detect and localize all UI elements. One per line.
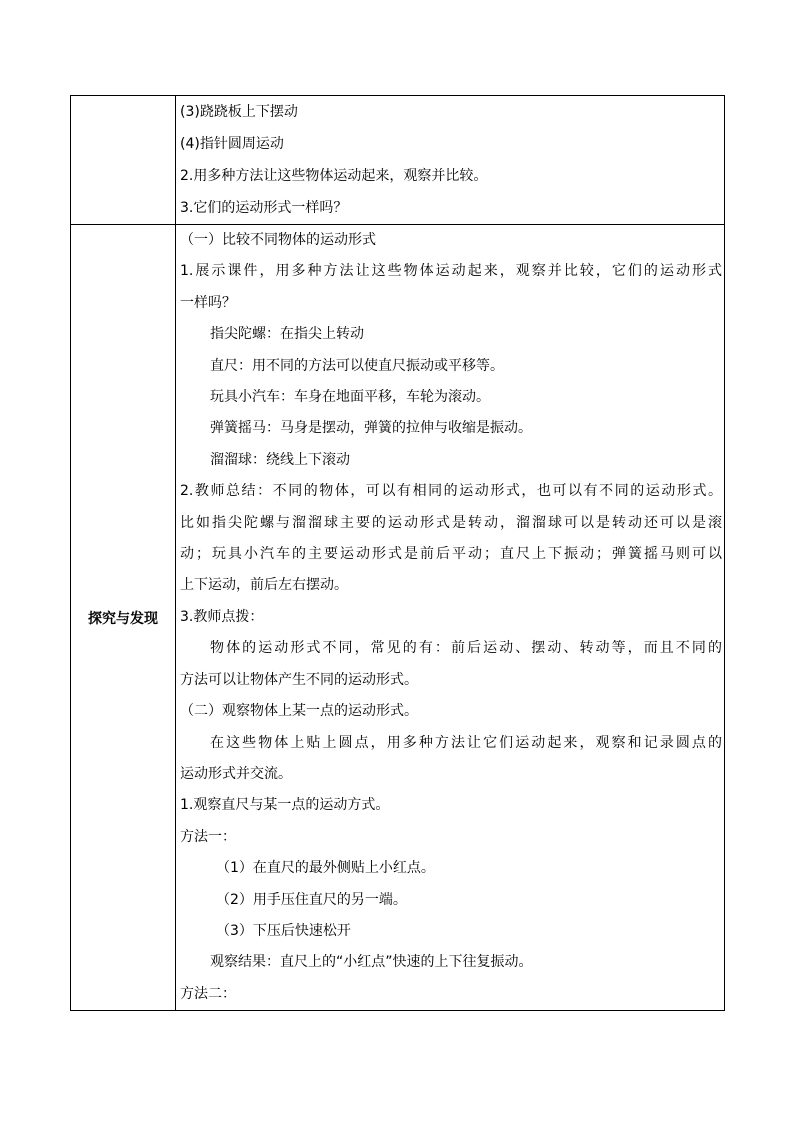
table-row-explore: [71, 225, 725, 1011]
text-line: （1）在直尺的最外侧贴上小红点。: [216, 860, 435, 877]
subheading: （二）观察物体上某一点的运动形式。: [180, 703, 418, 720]
text-line: (3)跷跷板上下摆动: [180, 104, 298, 120]
label-cell-top: [71, 96, 176, 225]
text-line: 直尺：用不同的方法可以使直尺振动或平移等。: [210, 357, 504, 374]
table-row-top: [71, 96, 725, 225]
text-line: 方法可以让物体产生不同的运动形式。: [180, 671, 418, 688]
text-line: 指尖陀螺：在指尖上转动: [210, 326, 364, 343]
section-label: 探究与发现: [88, 610, 158, 627]
text-line: 玩具小汽车：车身在地面平移，车轮为滚动。: [210, 389, 490, 406]
text-line: 溜溜球：绕线上下滚动: [210, 451, 350, 468]
text-line: 1.展示课件，用多种方法让这些物体运动起来，观察并比较，它们的运动形式: [180, 263, 722, 280]
text-line: 动；玩具小汽车的主要运动形式是前后平动；直尺上下振动；弹簧摇马则可以: [180, 546, 722, 563]
text-line: 2.用多种方法让这些物体运动起来，观察并比较。: [180, 168, 488, 184]
text-line: 3.它们的运动形式一样吗？: [180, 200, 348, 216]
text-line: 观察结果：直尺上的“小红点”快速的上下往复振动。: [210, 954, 533, 971]
text-line: 3.教师点拨：: [180, 608, 264, 625]
text-line: 比如指尖陀螺与溜溜球主要的运动形式是转动，溜溜球可以是转动还可以是滚: [180, 514, 722, 531]
text-line: 运动形式并交流。: [180, 765, 292, 782]
text-line: 2.教师总结：不同的物体，可以有相同的运动形式，也可以有不同的运动形式。: [180, 483, 722, 500]
lesson-plan-table: [70, 95, 725, 1011]
label-cell-explore: [71, 225, 176, 1011]
text-line: 在这些物体上贴上圆点，用多种方法让它们运动起来，观察和记录圆点的: [210, 734, 722, 751]
text-line: 方法一：: [180, 828, 236, 845]
text-line: 一样吗？: [180, 294, 236, 311]
text-line: 上下运动，前后左右摆动。: [180, 577, 348, 594]
text-line: （3）下压后快速松开: [216, 922, 351, 939]
text-line: 物体的运动形式不同，常见的有：前后运动、摆动、转动等，而且不同的: [210, 640, 722, 657]
text-line: (4)指针圆周运动: [180, 136, 284, 152]
text-line: 方法二：: [180, 985, 236, 1002]
content-cell-top: [176, 96, 725, 225]
content-cell-explore: [176, 225, 725, 1011]
subheading: （一）比较不同物体的运动形式: [180, 232, 376, 248]
text-line: 1.观察直尺与某一点的运动方式。: [180, 797, 390, 814]
text-line: 弹簧摇马：马身是摆动，弹簧的拉伸与收缩是振动。: [210, 420, 532, 437]
text-line: （2）用手压住直尺的另一端。: [216, 891, 407, 908]
